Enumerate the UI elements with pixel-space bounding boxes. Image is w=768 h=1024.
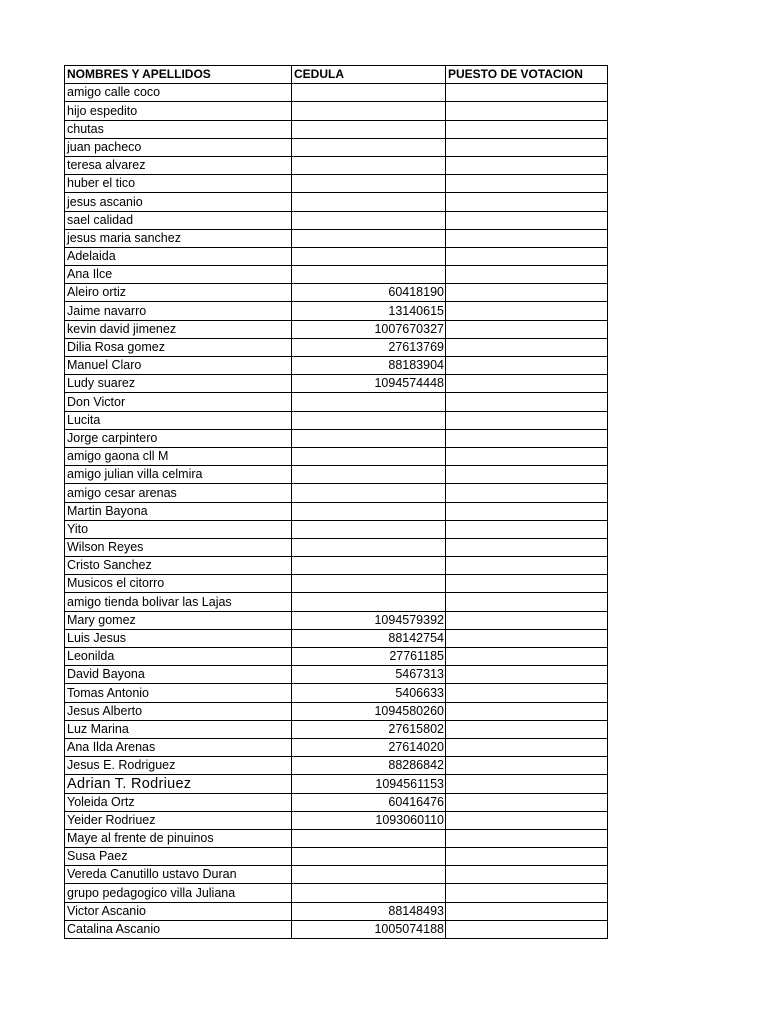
table-row xyxy=(65,738,608,756)
cell-name[interactable]: Vereda Canutillo ustavo Duran xyxy=(65,866,292,884)
cell-puesto[interactable] xyxy=(446,247,608,265)
cell-name[interactable]: Ana Ilce xyxy=(65,266,292,284)
cell-puesto[interactable] xyxy=(446,375,608,393)
table-row xyxy=(65,375,608,393)
cell-name[interactable]: Lucita xyxy=(65,411,292,429)
cell-cedula[interactable]: 5467313 xyxy=(292,666,446,684)
cell-puesto[interactable] xyxy=(446,229,608,247)
cell-name[interactable]: Ludy suarez xyxy=(65,375,292,393)
cell-puesto[interactable] xyxy=(446,320,608,338)
table-row xyxy=(65,848,608,866)
table-row xyxy=(65,502,608,520)
cell-puesto[interactable] xyxy=(446,338,608,356)
contacts-table xyxy=(64,65,608,939)
table-row xyxy=(65,102,608,120)
cell-cedula[interactable]: 1094579392 xyxy=(292,611,446,629)
cell-name[interactable]: Musicos el citorro xyxy=(65,575,292,593)
cell-name[interactable]: Adelaida xyxy=(65,247,292,265)
cell-name[interactable]: Cristo Sanchez xyxy=(65,557,292,575)
table-row xyxy=(65,520,608,538)
cell-puesto[interactable] xyxy=(446,884,608,902)
cell-name[interactable]: grupo pedagogico villa Juliana xyxy=(65,884,292,902)
cell-puesto[interactable] xyxy=(446,611,608,629)
table-body xyxy=(65,84,608,939)
cell-cedula[interactable]: 27614020 xyxy=(292,738,446,756)
cell-puesto[interactable] xyxy=(446,738,608,756)
cell-puesto[interactable] xyxy=(446,120,608,138)
table-row xyxy=(65,684,608,702)
cell-puesto[interactable] xyxy=(446,902,608,920)
table-row xyxy=(65,320,608,338)
table-row xyxy=(65,156,608,174)
table-row xyxy=(65,447,608,465)
cell-cedula[interactable]: 1094574448 xyxy=(292,375,446,393)
cell-name[interactable]: Don Victor xyxy=(65,393,292,411)
table-row xyxy=(65,138,608,156)
table-row xyxy=(65,84,608,102)
cell-puesto[interactable] xyxy=(446,538,608,556)
cell-name[interactable]: Luis Jesus xyxy=(65,629,292,647)
cell-name[interactable]: Leonilda xyxy=(65,648,292,666)
cell-name[interactable]: Jorge carpintero xyxy=(65,429,292,447)
cell-name[interactable]: Jesus Alberto xyxy=(65,702,292,720)
cell-cedula[interactable]: 1094561153 xyxy=(292,775,446,793)
cell-cedula[interactable] xyxy=(292,466,446,484)
cell-name[interactable]: Jesus E. Rodriguez xyxy=(65,757,292,775)
cell-puesto[interactable] xyxy=(446,466,608,484)
cell-puesto[interactable] xyxy=(446,84,608,102)
cell-puesto[interactable] xyxy=(446,848,608,866)
table-row xyxy=(65,120,608,138)
table-row xyxy=(65,429,608,447)
cell-name[interactable]: sael calidad xyxy=(65,211,292,229)
cell-cedula[interactable] xyxy=(292,520,446,538)
cell-puesto[interactable] xyxy=(446,775,608,793)
table-row xyxy=(65,920,608,938)
cell-cedula[interactable] xyxy=(292,120,446,138)
cell-name[interactable]: Aleiro ortiz xyxy=(65,284,292,302)
table-row xyxy=(65,702,608,720)
header-cedula[interactable]: CEDULA xyxy=(292,66,446,84)
cell-name[interactable]: Yito xyxy=(65,520,292,538)
cell-puesto[interactable] xyxy=(446,702,608,720)
cell-puesto[interactable] xyxy=(446,429,608,447)
table-row xyxy=(65,720,608,738)
cell-cedula[interactable]: 27615802 xyxy=(292,720,446,738)
cell-puesto[interactable] xyxy=(446,866,608,884)
cell-cedula[interactable]: 1093060110 xyxy=(292,811,446,829)
cell-puesto[interactable] xyxy=(446,266,608,284)
cell-name[interactable]: jesus ascanio xyxy=(65,193,292,211)
cell-name[interactable]: Victor Ascanio xyxy=(65,902,292,920)
cell-puesto[interactable] xyxy=(446,302,608,320)
cell-name[interactable]: Dilia Rosa gomez xyxy=(65,338,292,356)
cell-cedula[interactable] xyxy=(292,393,446,411)
table-row xyxy=(65,484,608,502)
cell-name[interactable]: Yoleida Ortz xyxy=(65,793,292,811)
cell-name[interactable]: Manuel Claro xyxy=(65,357,292,375)
cell-cedula[interactable] xyxy=(292,193,446,211)
cell-puesto[interactable] xyxy=(446,357,608,375)
table-row xyxy=(65,757,608,775)
cell-puesto[interactable] xyxy=(446,757,608,775)
table-row xyxy=(65,902,608,920)
cell-cedula[interactable] xyxy=(292,266,446,284)
cell-puesto[interactable] xyxy=(446,520,608,538)
cell-puesto[interactable] xyxy=(446,102,608,120)
table-row xyxy=(65,884,608,902)
cell-puesto[interactable] xyxy=(446,211,608,229)
table-row xyxy=(65,648,608,666)
cell-puesto[interactable] xyxy=(446,502,608,520)
cell-cedula[interactable] xyxy=(292,102,446,120)
cell-cedula[interactable] xyxy=(292,229,446,247)
cell-name[interactable]: Yeider Rodriuez xyxy=(65,811,292,829)
cell-name[interactable]: Adrian T. Rodriuez xyxy=(65,775,292,793)
cell-cedula[interactable] xyxy=(292,411,446,429)
cell-puesto[interactable] xyxy=(446,793,608,811)
cell-name[interactable]: huber el tico xyxy=(65,175,292,193)
cell-cedula[interactable]: 88148493 xyxy=(292,902,446,920)
cell-puesto[interactable] xyxy=(446,829,608,847)
cell-name[interactable]: Ana Ilda Arenas xyxy=(65,738,292,756)
cell-cedula[interactable] xyxy=(292,866,446,884)
cell-cedula[interactable] xyxy=(292,84,446,102)
cell-name[interactable]: Wilson Reyes xyxy=(65,538,292,556)
cell-name[interactable]: hijo espedito xyxy=(65,102,292,120)
cell-name[interactable]: amigo tienda bolivar las Lajas xyxy=(65,593,292,611)
cell-name[interactable]: amigo cesar arenas xyxy=(65,484,292,502)
table-row xyxy=(65,793,608,811)
table-row xyxy=(65,357,608,375)
cell-puesto[interactable] xyxy=(446,156,608,174)
table-row xyxy=(65,266,608,284)
header-name[interactable]: NOMBRES Y APELLIDOS xyxy=(65,66,292,84)
cell-name[interactable]: Luz Marina xyxy=(65,720,292,738)
table-row xyxy=(65,611,608,629)
cell-cedula[interactable] xyxy=(292,829,446,847)
table-row xyxy=(65,666,608,684)
cell-name[interactable]: Catalina Ascanio xyxy=(65,920,292,938)
cell-name[interactable]: Tomas Antonio xyxy=(65,684,292,702)
header-row xyxy=(65,66,608,84)
cell-puesto[interactable] xyxy=(446,920,608,938)
cell-name[interactable]: Martin Bayona xyxy=(65,502,292,520)
table-row xyxy=(65,575,608,593)
cell-name[interactable]: amigo julian villa celmira xyxy=(65,466,292,484)
table-row xyxy=(65,593,608,611)
cell-puesto[interactable] xyxy=(446,593,608,611)
header-puesto[interactable]: PUESTO DE VOTACION xyxy=(446,66,608,84)
cell-puesto[interactable] xyxy=(446,575,608,593)
cell-cedula[interactable] xyxy=(292,502,446,520)
cell-puesto[interactable] xyxy=(446,175,608,193)
table-row xyxy=(65,175,608,193)
table-row xyxy=(65,866,608,884)
table-row xyxy=(65,466,608,484)
cell-puesto[interactable] xyxy=(446,648,608,666)
contacts-sheet xyxy=(64,65,608,939)
table-row xyxy=(65,775,608,793)
cell-cedula[interactable]: 88142754 xyxy=(292,629,446,647)
cell-name[interactable]: Maye al frente de pinuinos xyxy=(65,829,292,847)
cell-puesto[interactable] xyxy=(446,138,608,156)
cell-name[interactable]: chutas xyxy=(65,120,292,138)
table-row xyxy=(65,811,608,829)
cell-name[interactable]: jesus maria sanchez xyxy=(65,229,292,247)
table-row xyxy=(65,829,608,847)
cell-puesto[interactable] xyxy=(446,811,608,829)
table-row xyxy=(65,393,608,411)
cell-puesto[interactable] xyxy=(446,193,608,211)
cell-name[interactable]: teresa alvarez xyxy=(65,156,292,174)
cell-puesto[interactable] xyxy=(446,629,608,647)
table-row xyxy=(65,557,608,575)
table-row xyxy=(65,302,608,320)
table-row xyxy=(65,284,608,302)
cell-cedula[interactable]: 60416476 xyxy=(292,793,446,811)
cell-cedula[interactable]: 88286842 xyxy=(292,757,446,775)
cell-name[interactable]: amigo gaona cll M xyxy=(65,447,292,465)
cell-puesto[interactable] xyxy=(446,284,608,302)
cell-cedula[interactable] xyxy=(292,138,446,156)
cell-puesto[interactable] xyxy=(446,447,608,465)
cell-cedula[interactable]: 13140615 xyxy=(292,302,446,320)
cell-name[interactable]: Mary gomez xyxy=(65,611,292,629)
cell-cedula[interactable] xyxy=(292,538,446,556)
cell-cedula[interactable]: 1094580260 xyxy=(292,702,446,720)
cell-name[interactable]: Jaime navarro xyxy=(65,302,292,320)
cell-cedula[interactable]: 1005074188 xyxy=(292,920,446,938)
table-row xyxy=(65,229,608,247)
cell-cedula[interactable] xyxy=(292,484,446,502)
cell-cedula[interactable] xyxy=(292,593,446,611)
cell-name[interactable]: Susa Paez xyxy=(65,848,292,866)
cell-cedula[interactable]: 27613769 xyxy=(292,338,446,356)
cell-cedula[interactable] xyxy=(292,447,446,465)
cell-cedula[interactable]: 27761185 xyxy=(292,648,446,666)
cell-cedula[interactable]: 1007670327 xyxy=(292,320,446,338)
cell-puesto[interactable] xyxy=(446,484,608,502)
cell-name[interactable]: juan pacheco xyxy=(65,138,292,156)
cell-name[interactable]: David Bayona xyxy=(65,666,292,684)
cell-cedula[interactable] xyxy=(292,156,446,174)
cell-cedula[interactable]: 88183904 xyxy=(292,357,446,375)
cell-puesto[interactable] xyxy=(446,666,608,684)
cell-puesto[interactable] xyxy=(446,411,608,429)
table-row xyxy=(65,338,608,356)
cell-cedula[interactable] xyxy=(292,175,446,193)
table-row xyxy=(65,629,608,647)
cell-name[interactable]: amigo calle coco xyxy=(65,84,292,102)
cell-puesto[interactable] xyxy=(446,720,608,738)
table-row xyxy=(65,247,608,265)
cell-puesto[interactable] xyxy=(446,684,608,702)
cell-puesto[interactable] xyxy=(446,557,608,575)
table-row xyxy=(65,411,608,429)
cell-cedula[interactable] xyxy=(292,848,446,866)
cell-cedula[interactable]: 60418190 xyxy=(292,284,446,302)
cell-name[interactable]: kevin david jimenez xyxy=(65,320,292,338)
cell-puesto[interactable] xyxy=(446,393,608,411)
cell-cedula[interactable] xyxy=(292,247,446,265)
cell-cedula[interactable] xyxy=(292,429,446,447)
cell-cedula[interactable] xyxy=(292,211,446,229)
cell-cedula[interactable] xyxy=(292,575,446,593)
table-row xyxy=(65,538,608,556)
table-row xyxy=(65,211,608,229)
cell-cedula[interactable]: 5406633 xyxy=(292,684,446,702)
cell-cedula[interactable] xyxy=(292,884,446,902)
cell-cedula[interactable] xyxy=(292,557,446,575)
table-row xyxy=(65,193,608,211)
